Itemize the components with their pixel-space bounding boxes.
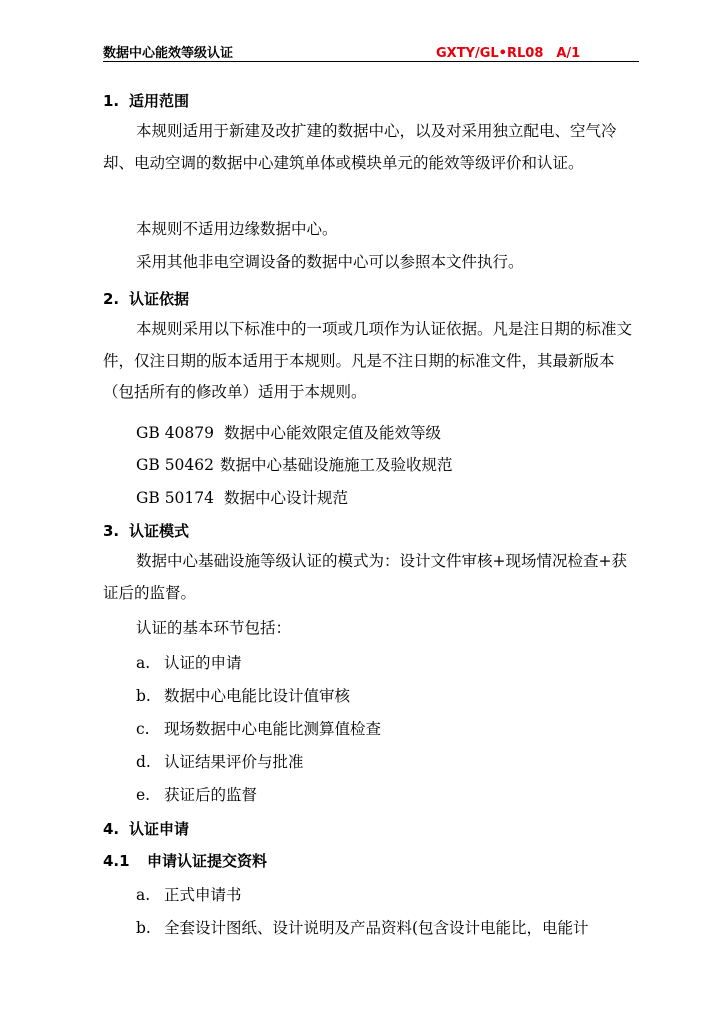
- standard-name: 数据中心基础设施施工及验收规范: [220, 456, 453, 474]
- section-3-heading: [103, 520, 189, 541]
- list-item: [136, 883, 242, 905]
- standard-code: GB 50174: [136, 489, 215, 507]
- list-text: 数据中心电能比设计值审核: [164, 687, 351, 705]
- list-marker: a.: [136, 886, 151, 904]
- list-item: [136, 783, 257, 805]
- section-number: 2.: [103, 290, 120, 308]
- section-number: 3.: [103, 522, 120, 540]
- list-item: [136, 717, 381, 739]
- page-header: [103, 41, 639, 62]
- standard-item: [136, 453, 453, 475]
- section-number: 1.: [103, 92, 120, 110]
- list-marker: a.: [136, 654, 151, 672]
- section-1-paragraph-1: 本规则适用于新建及改扩建的数据中心，以及对采用独立配电、空气冷却、电动空调的数据中心建筑单体或模块单元的能效等级评价和认证。: [103, 122, 617, 172]
- section-3-paragraph-1: 数据中心基础设施等级认证的模式为：设计文件审核+现场情况检查+获证后的监督。: [103, 552, 627, 602]
- list-text: 现场数据中心电能比测算值检查: [164, 720, 382, 738]
- list-text: 认证的申请: [164, 654, 242, 672]
- header-title: 数据中心能效等级认证: [103, 46, 234, 61]
- list-text: 获证后的监督: [164, 786, 258, 804]
- list-text: 认证结果评价与批准: [164, 753, 304, 771]
- list-marker: c.: [136, 720, 150, 738]
- standard-code: GB 50462: [136, 456, 215, 474]
- section-1-heading: [103, 90, 189, 111]
- section-3-paragraph-2: 认证的基本环节包括：: [136, 619, 292, 637]
- list-item: [136, 651, 242, 673]
- standard-item: [136, 421, 441, 443]
- header-doc-code: GXTY/GL•RL08 A/1: [436, 46, 581, 61]
- section-2-paragraph-1: 本规则采用以下标准中的一项或几项作为认证依据。凡是注日期的标准文件，仅注日期的版本适用于本规则。凡是不注日期的标准文件，其最新版本（包括所有的修改单）适用于本规则。: [103, 320, 633, 401]
- subsection-title: 申请认证提交资料: [147, 852, 268, 870]
- section-title: 适用范围: [129, 92, 190, 110]
- section-2-heading: [103, 288, 189, 309]
- section-1-paragraph-3: 采用其他非电空调设备的数据中心可以参照本文件执行。: [136, 253, 524, 271]
- section-title: 认证依据: [129, 290, 190, 308]
- list-item: [136, 916, 589, 938]
- list-item: [136, 750, 304, 772]
- subsection-4-1-heading: [103, 850, 267, 871]
- list-marker: d.: [136, 753, 151, 771]
- subsection-number: 4.1: [103, 852, 130, 870]
- section-number: 4.: [103, 820, 120, 838]
- standard-code: GB 40879: [136, 424, 215, 442]
- standard-item: [136, 486, 348, 508]
- list-marker: b.: [136, 919, 151, 937]
- list-marker: b.: [136, 687, 151, 705]
- list-marker: e.: [136, 786, 151, 804]
- section-4-heading: [103, 818, 189, 839]
- section-title: 认证申请: [129, 820, 190, 838]
- section-1-paragraph-2: 本规则不适用边缘数据中心。: [136, 220, 338, 238]
- standard-name: 数据中心能效限定值及能效等级: [224, 424, 442, 442]
- list-item: [136, 684, 350, 706]
- standard-name: 数据中心设计规范: [224, 489, 349, 507]
- list-text: 正式申请书: [164, 886, 242, 904]
- section-title: 认证模式: [129, 522, 190, 540]
- list-text: 全套设计图纸、设计说明及产品资料(包含设计电能比，电能计: [164, 919, 589, 937]
